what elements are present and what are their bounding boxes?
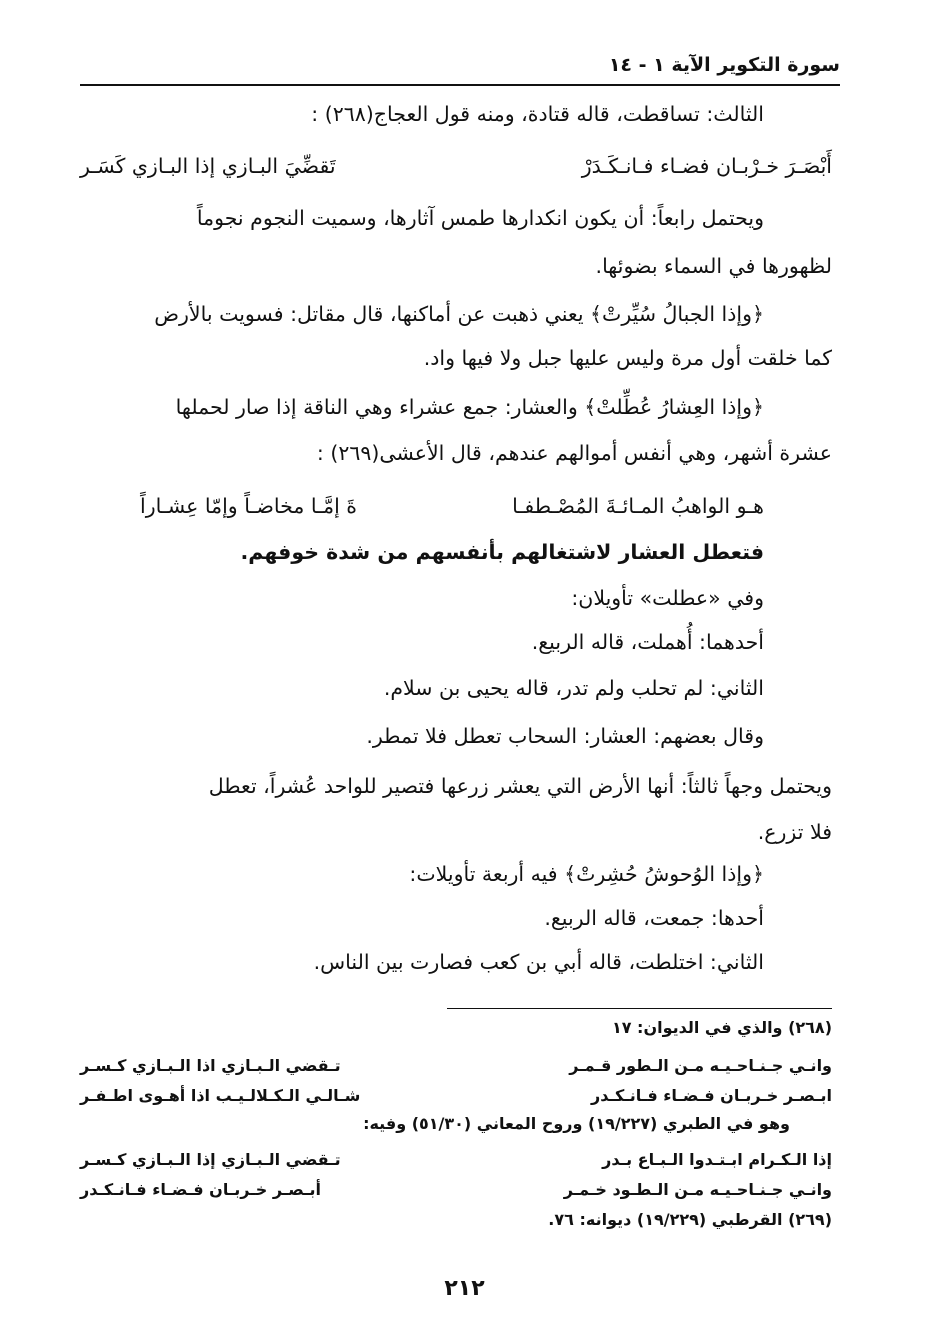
text-line: وفي «عطلت» تأويلان: <box>571 586 764 610</box>
text-line: أحدهما: أُهملت، قاله الربيع. <box>531 630 764 654</box>
footnote-verse-right: وانـي جـنـاحـيـه مـن الـطور قـمـر <box>569 1056 832 1075</box>
text-line: فتعطل العشار لاشتغالهم بأنفسهم من شدة خوفهم. <box>240 540 764 564</box>
footnote-verse-right: وانـي جـنـاحـيـه مـن الـطـود خـمـر <box>563 1180 832 1199</box>
footnote-268-title: (٢٦٨) والذي في الديوان: ١٧ <box>611 1018 832 1037</box>
text-line: ﴿وإذا العِشارُ عُطِّلتْ﴾ والعشار: جمع عشراء وهي الناقة إذا صار لحملها <box>175 395 764 419</box>
text-line: لظهورها في السماء بضوئها. <box>595 254 832 278</box>
text-line: فلا تزرع. <box>757 820 832 844</box>
verse-left-hemistich: تَقضِّيَ البـازي إذا البـازي كَسَـر <box>80 154 336 178</box>
text-line: الثاني: لم تحلب ولم تدر، قاله يحيى بن سلام. <box>383 676 764 700</box>
text-line: أحدها: جمعت، قاله الربيع. <box>544 906 764 930</box>
footnote-verse-left: أبـصـر خـربـان فـضـاء فـانـكـدر <box>80 1180 321 1199</box>
footnote-note: وهو في الطبري (١٩/٢٢٧) وروح المعاني (٥١/٣٠) وفيه: <box>363 1114 790 1133</box>
footnote-verse-left: تـقضي الـبـازي اذا الـبـازي كـسـر <box>80 1056 341 1075</box>
text-line: ويحتمل وجهاً ثالثاً: أنها الأرض التي يعشر زرعها فتصير للواحد عُشراً، تعطل <box>208 774 832 798</box>
footnote-verse-right: إذا الـكـرام ابـتـدوا الـبـاع بـدر <box>602 1150 832 1169</box>
text-line: ويحتمل رابعاً: أن يكون انكدارها طمس آثارها، وسميت النجوم نجوماً <box>196 206 764 230</box>
text-line: عشرة أشهر، وهي أنفس أموالهم عندهم، قال الأعشى(٢٦٩) : <box>316 441 832 465</box>
footnote-verse-right: ابـصـر خـربـان فـضـاء فـانـكـدر <box>591 1086 832 1105</box>
text-line: الثاني: اختلطت، قاله أبي بن كعب فصارت بين الناس. <box>313 950 764 974</box>
page-number: ٢١٢ <box>444 1276 485 1301</box>
text-line: الثالث: تساقطت، قاله قتادة، ومنه قول العجاج(٢٦٨) : <box>311 102 764 126</box>
header-rule <box>80 84 840 86</box>
footnote-separator <box>447 1008 832 1009</box>
text-line: وقال بعضهم: العشار: السحاب تعطل فلا تمطر. <box>366 724 764 748</box>
footnote-269: (٢٦٩) القرطبي (١٩/٢٢٩) ديوانه: ٧٦. <box>548 1210 832 1229</box>
header-title: سورة التكوير الآية ١ - ١٤ <box>608 54 840 76</box>
verse-left-hemistich: ةَ إمَّـا مخاضـاً وإمّا عِشـاراً <box>140 494 358 518</box>
text-line: كما خلقت أول مرة وليس عليها جبل ولا فيها واد. <box>423 346 832 370</box>
text-line: ﴿وإذا الجبالُ سُيِّرتْ﴾ يعني ذهبت عن أماكنها، قال مقاتل: فسويت بالأرض <box>154 302 764 326</box>
verse-right-hemistich: هـو الواهبُ المـائـةَ المُصْـطفـا <box>512 494 764 518</box>
text-line: ﴿وإذا الوُحوشُ حُشِرتْ﴾ فيه أربعة تأويلات: <box>409 862 764 886</box>
running-header <box>80 52 840 86</box>
footnote-verse-left: تـقضي الـبـازي إذا الـبـازي كـسـر <box>80 1150 341 1169</box>
verse-right-hemistich: أَبْصَـرَ خـرْبـان فضـاء فـانـكَـدَرْ <box>581 154 832 178</box>
footnote-verse-left: شـالـي الـكـلالـيـب اذا أهـوى اطـفـر <box>80 1086 361 1105</box>
